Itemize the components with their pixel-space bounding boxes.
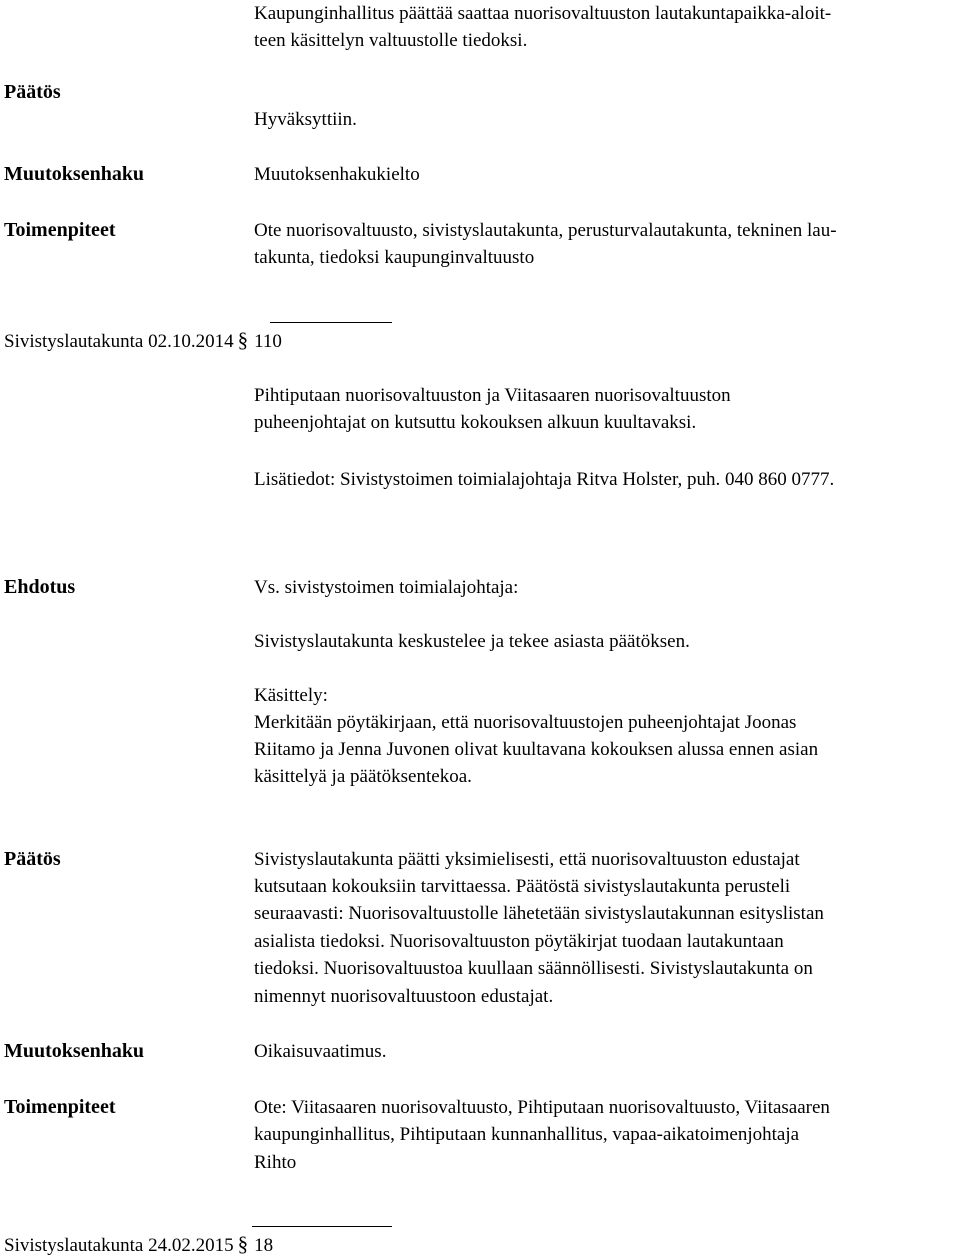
meeting-heading-2 — [4, 1231, 273, 1259]
muutoksenhaku-text-2: Oikaisuvaatimus. — [254, 1041, 387, 1062]
muutoksenhaku-label-2: Muutoksenhaku — [4, 1040, 145, 1062]
muutoksenhaku-text: Muutoksenhakukielto — [254, 164, 420, 185]
lisatiedot-text: Lisätiedot: Sivistystoimen toimialajohtaja Ritva Holster, puh. 040 860 0777. — [254, 469, 835, 490]
paatos-line-5: tiedoksi. Nuorisovaltuustoa kuullaan säännöllisesti. Sivistyslautakunta on — [254, 958, 813, 979]
toimenpiteet-label-2: Toimenpiteet — [4, 1096, 116, 1118]
paatos-line-4: asialista tiedoksi. Nuorisovaltuuston pöytäkirjat tuodaan lautakuntaan — [254, 931, 784, 952]
kasittely-line-3: käsittelyä ja päätöksentekoa. — [254, 766, 472, 787]
ehdotus-label: Ehdotus — [4, 576, 76, 598]
section-rule — [270, 322, 392, 323]
section-symbol: § — [237, 328, 249, 352]
paatos-line-1: Sivistyslautakunta päätti yksimielisesti, että nuorisovaltuuston edustajat — [254, 849, 800, 870]
paatos-line-2: kutsutaan kokouksiin tarvittaessa. Päätöstä sivistyslautakunta perusteli — [254, 876, 791, 897]
meeting-title-2: Sivistyslautakunta 24.02.2015 — [4, 1235, 234, 1256]
toimenpiteet-2-line-1: Ote: Viitasaaren nuorisovaltuusto, Pihtiputaan nuorisovaltuusto, Viitasaaren — [254, 1097, 830, 1118]
paatos-line-6: nimennyt nuorisovaltuustoon edustajat. — [254, 986, 554, 1007]
meeting-title: Sivistyslautakunta 02.10.2014 — [4, 331, 234, 352]
ehdotus-by: Vs. sivistystoimen toimialajohtaja: — [254, 577, 519, 598]
section-symbol-2: § — [237, 1232, 249, 1256]
paatos-label-2: Päätös — [4, 848, 61, 870]
kasittely-line-2: Riitamo ja Jenna Juvonen olivat kuultavana kokouksen alussa ennen asian — [254, 739, 819, 760]
toimenpiteet-label: Toimenpiteet — [4, 219, 116, 241]
meeting-intro-line-2: puheenjohtajat on kutsuttu kokouksen alkuun kuultavaksi. — [254, 412, 697, 433]
section-number-2: 18 — [254, 1235, 274, 1256]
meeting-intro-line-1: Pihtiputaan nuorisovaltuuston ja Viitasaaren nuorisovaltuuston — [254, 385, 731, 406]
paatos-label: Päätös — [4, 81, 61, 103]
paatos-line-3: seuraavasti: Nuorisovaltuustolle lähetetään sivistyslautakunnan esityslistan — [254, 903, 824, 924]
section-number: 110 — [254, 331, 282, 352]
kasittely-line-1: Merkitään pöytäkirjaan, että nuorisovaltuustojen puheenjohtajat Joonas — [254, 712, 797, 733]
section-rule-2 — [252, 1226, 392, 1227]
toimenpiteet-line-2: takunta, tiedoksi kaupunginvaltuusto — [254, 247, 535, 268]
paatos-text: Hyväksyttiin. — [254, 109, 357, 130]
toimenpiteet-line-1: Ote nuorisovaltuusto, sivistyslautakunta, perusturvalautakunta, tekninen lau- — [254, 220, 837, 241]
toimenpiteet-2-line-3: Rihto — [254, 1152, 297, 1173]
intro-line-2: teen käsittelyn valtuustolle tiedoksi. — [254, 30, 528, 51]
kasittely-label: Käsittely: — [254, 685, 328, 706]
meeting-heading — [4, 327, 282, 355]
toimenpiteet-2-line-2: kaupunginhallitus, Pihtiputaan kunnanhallitus, vapaa-aikatoimenjohtaja — [254, 1124, 800, 1145]
ehdotus-text: Sivistyslautakunta keskustelee ja tekee asiasta päätöksen. — [254, 631, 690, 652]
intro-line-1: Kaupunginhallitus päättää saattaa nuorisovaltuuston lautakuntapaikka-aloit- — [254, 3, 832, 24]
muutoksenhaku-label: Muutoksenhaku — [4, 163, 145, 185]
